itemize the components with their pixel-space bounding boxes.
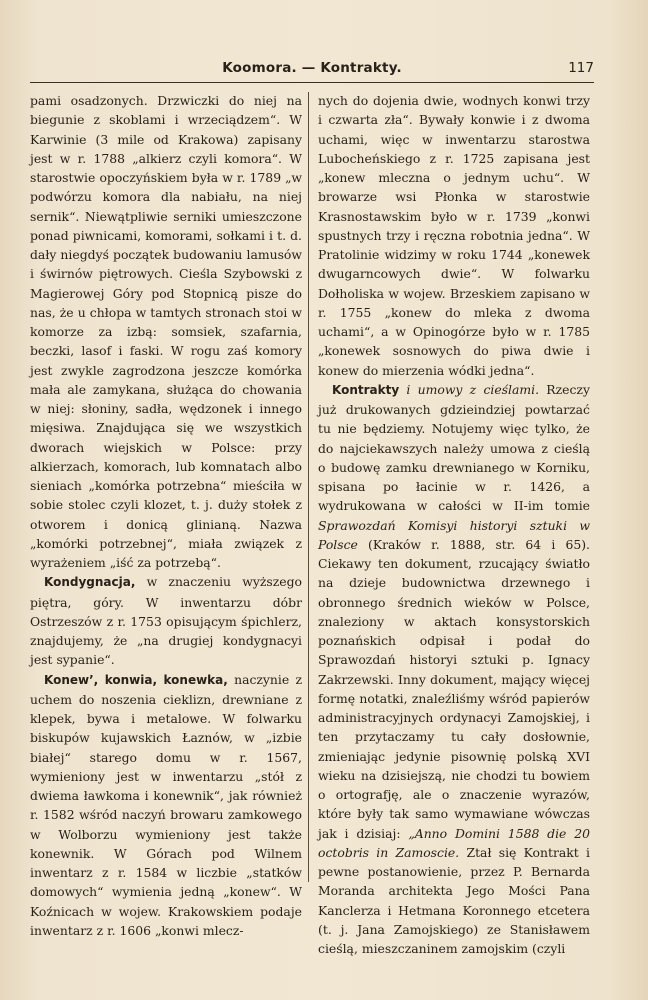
entry-heading-kontrakty: Kontrakty <box>332 382 400 397</box>
komora-continuation-paragraph: pami osadzonych. Drzwiczki do niej na biegunie z skoblami i wrzeciądzem“. W Karwinie (3 mile od Krakowa) zapisany jest w r. 1788 „alkierz czyli komora“. W starostwie opoczyńskiem była w r. 1789 „w podwórzu komora dla nabiału, na niej sernik“. Niewątpliwie serniki umieszczone ponad piwnicami, komorami, sołkami i t. d. dały niegdyś początek budowaniu lamusów i świrnów piętrowych. Cieśla Szybowski z Magierowej Góry pod Stopnicą pisze do nas, że u chłopa w tamtych stronach stoi w komorze za izbą: somsiek, szafarnia, beczki, lasof i faski. W rogu zaś komory jest zwykle zagrodzona jeszcze komórka mała ale zamykana, służąca do chowania w niej: słoniny, sadła, wędzonek i innego mięsiwa. Znajdująca się we wszystkich dworach wiejskich w Polsce: przy alkierzach, komorach, lub komnatach albo sieniach „komórka potrzebna“ mieściła w sobie stolec czyli klozet, t. j. duży stołek z otworem i donicą glinianą. Nazwa „komórki potrzebnej“, miała związek z wyrażeniem „iść za potrzebą“. <box>30 93 302 570</box>
entry-konew <box>30 670 302 941</box>
running-title: Koomora. — Kontrakty. <box>222 60 402 76</box>
entry-text-kontrakty-1: Rzeczy już drukowanych gdzieindziej powtarzać tu nie będziemy. Notujemy więc tylko, że do najciekawszych należy umowa z cieślą o budowę zamku drewnianego w Korniku, spisana po łacinie w r. 1426, a wydrukowana w całości w II-im tomie <box>318 381 590 514</box>
entry-heading-kontrakty-italic: i umowy z cieślami. <box>406 381 540 397</box>
konew-continuation-paragraph: nych do dojenia dwie, wodnych konwi trzy i czwarta zła“. Bywały konwie i z dwoma uchami, więc w inwentarzu starostwa Lubocheńskiego z r. 1725 zapisana jest „konew mleczna o jednym uchu“. W browarze wsi Płonka w starostwie Krasnostawskim było w r. 1739 „konwi spustnych trzy i ręczna robotnia jedna“. W Pratolinie widzimy w roku 1744 „konewek dwugarncowych dwie“. W folwarku Dołholiska w wojew. Brzeskiem zapisano w r. 1755 „konew do mleka z dwoma uchami“, a w Opinogórze było w r. 1785 „konewek sosnowych do piwa dwie i konew do mierzenia wódki jedna“. <box>318 93 590 378</box>
entry-kontrakty <box>318 380 590 959</box>
column-divider <box>308 92 309 882</box>
latin-quote: „Anno Domini 1588 die 20 octobris in Zamoscie. <box>318 825 590 860</box>
cited-work-title: Sprawozdań Komisyi historyi sztuki w Polsce <box>318 517 590 552</box>
right-column <box>318 91 590 958</box>
entry-text-kondygnacja: w znaczeniu wyższego piętra, góry. W inwentarzu dóbr Ostrzeszów z r. 1753 opisującym śpichlerz, znajdujemy, że „na drugiej kondygnacyi jest sypanie“. <box>30 574 302 668</box>
entry-text-kontrakty-2: (Kraków r. 1888, str. 64 i 65). Ciekawy ten dokument, rzucający światło na dzieje budownictwa drzewnego i obronnego średnich wieków w Polsce, znaleziony w aktach konsystorskich poznańskich odpisał i podał do Sprawozdań historyi sztuki p. Ignacy Zakrzewski. Inny dokument, mający więcej formę notatki, znaleźliśmy wśród papierów administracyjnych ordynacyi Zamojskiej, i ten przytaczamy tu cały dosłownie, zmieniając jedynie pisownię polską XVI wieku na dzisiejszą, nie chodzi tu bowiem o ortografję, ale o znaczenie wyrazów, które były tak samo wymawiane wówczas jak i dzisiaj: <box>318 536 590 841</box>
page-header <box>30 60 594 83</box>
entry-text-konew: naczynie z uchem do noszenia cieklizn, drewniane z klepek, bywa i metalowe. W folwarku biskupów kujawskich Łaznów, w „izbie białej“ starego domu w r. 1567, wymieniony jest w inwentarzu „stół z dwiema ławkoma i konewnik“, jak również r. 1582 wśród naczyń browaru zamkowego w Wolborzu wymieniony jest także konewnik. W Górach pod Wilnem inwentarz z r. 1584 w liczbie „statków domowych“ wymienia jedną „konew“. W Koźnicach w wojew. Krakowskiem podaje inwentarz z r. 1606 „konwi mlecz- <box>30 671 302 938</box>
left-column <box>30 91 302 940</box>
entry-kondygnacja <box>30 572 302 669</box>
entry-text-kontrakty-3: Ztał się Kontrakt i pewne postanowienie, przez P. Bernarda Moranda architekta Jego Mości Pana Kanclerza i Hetmana Koronnego etcetera (t. j. Jana Zamojskiego) ze Stanisławem cieślą, mieszczaninem zamojskim (czyli <box>318 844 590 956</box>
page-number: 117 <box>568 60 594 76</box>
entry-heading-kondygnacja: Kondygnacja, <box>44 575 136 590</box>
entry-heading-konew: Konew’, konwia, konewka, <box>44 672 228 687</box>
